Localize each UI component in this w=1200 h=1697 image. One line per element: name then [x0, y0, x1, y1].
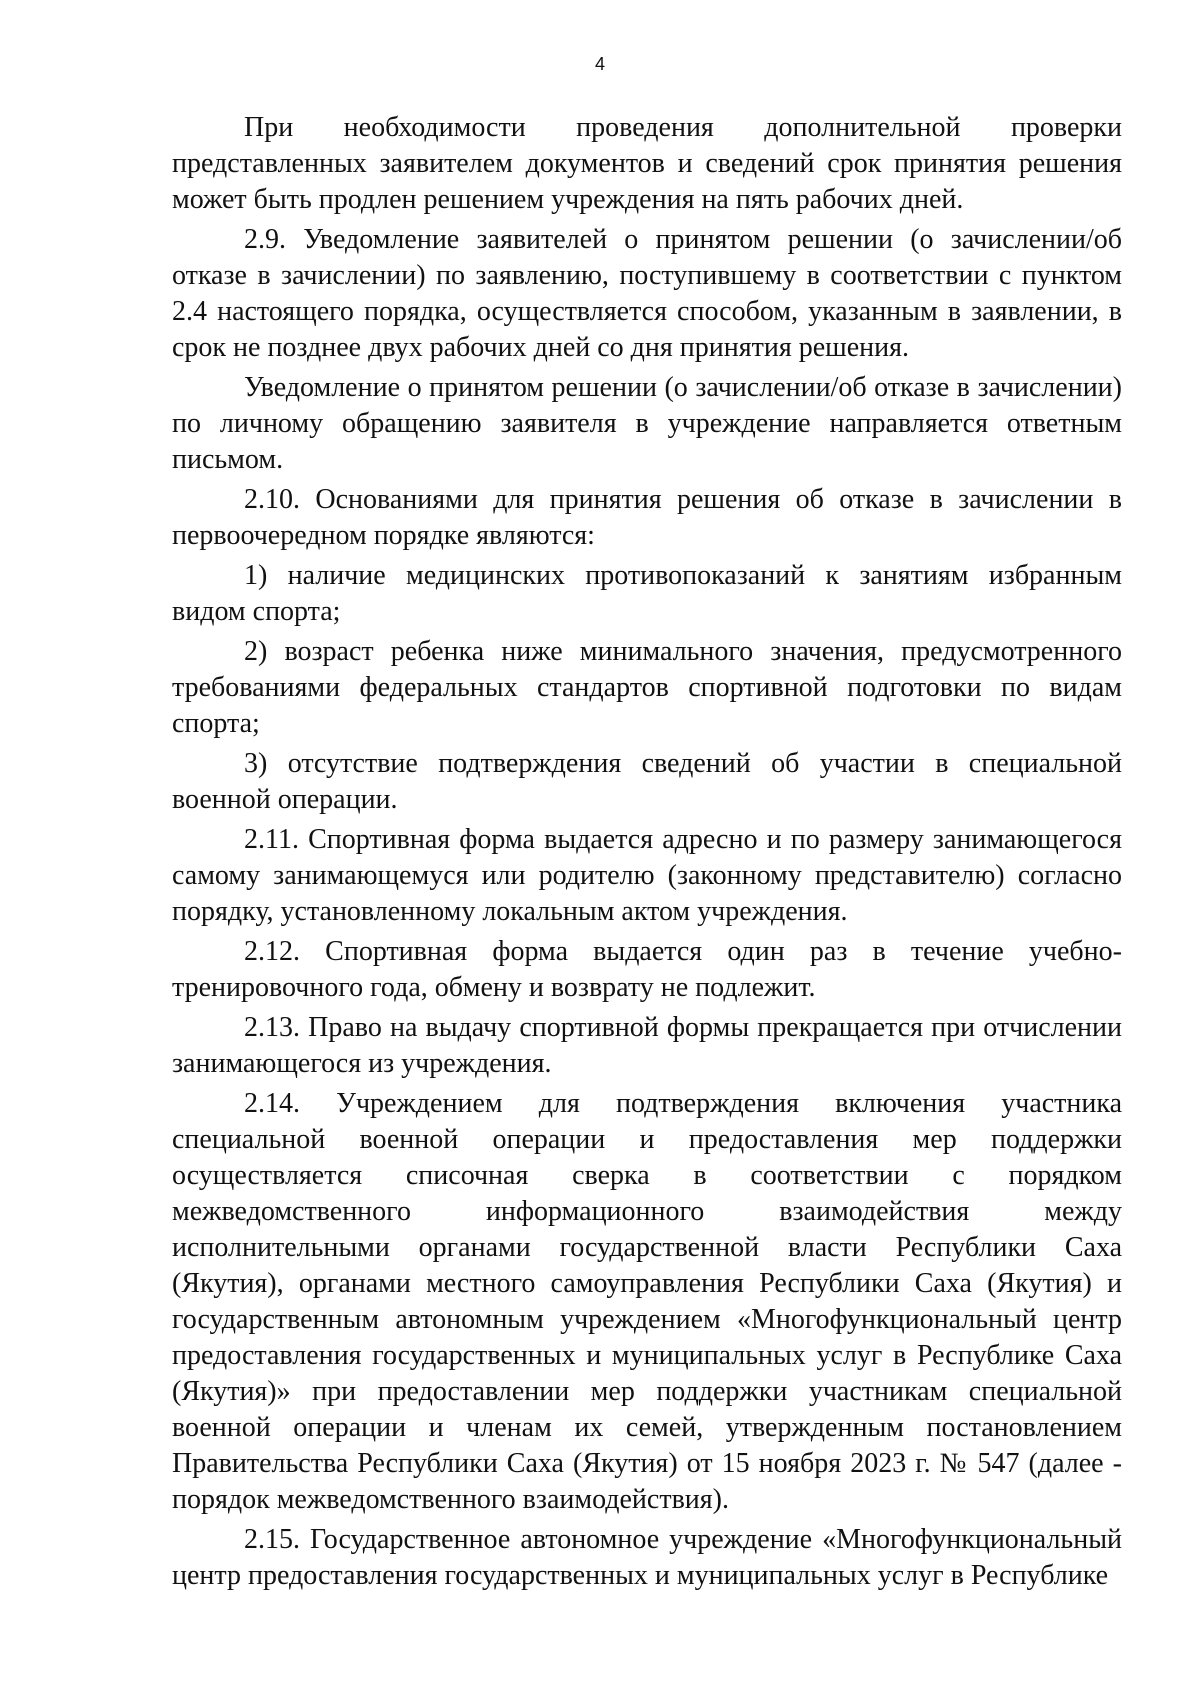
paragraph-2-13-right-terminates: 2.13. Право на выдачу спортивной формы прекращается при отчислении занимающегося из учреждения. [172, 1012, 1122, 1079]
list-item-age-below-minimum: 2) возраст ребенка ниже минимального значения, предусмотренного требованиями федеральных стандартов спортивной подготовки по видам спорта; [172, 636, 1122, 739]
paragraph-2-9-notification: 2.9. Уведомление заявителей о принятом решении (о зачислении/об отказе в зачислении) по заявлению, поступившему в соответствии с пунктом 2.4 настоящего порядка, осуществляется способом, указанным в заявлении, в срок не позднее двух рабочих дней со дня принятия решения. [172, 224, 1122, 363]
document-body [172, 110, 1122, 1596]
paragraph-2-15-mfc: 2.15. Государственное автономное учреждение «Многофункциональный центр предоставления государственных и муниципальных услуг в Республике [172, 1524, 1122, 1591]
paragraph-extension-of-decision-term: При необходимости проведения дополнительной проверки представленных заявителем документов и сведений срок принятия решения может быть продлен решением учреждения на пять рабочих дней. [172, 112, 1122, 215]
paragraph-2-10-refusal-grounds: 2.10. Основаниями для принятия решения об отказе в зачислении в первоочередном порядке являются: [172, 484, 1122, 551]
list-item-no-confirmation-svo: 3) отсутствие подтверждения сведений об участии в специальной военной операции. [172, 748, 1122, 815]
paragraph-2-14-list-reconciliation: 2.14. Учреждением для подтверждения включения участника специальной военной операции и предоставления мер поддержки осуществляется списочная сверка в соответствии с порядком межведомственного информационного взаимодействия между исполнительными органами государственной власти Республики Саха (Якутия), органами местного самоуправления Республики Саха (Якутия) и государственным автономным учреждением «Многофункциональный центр предоставления государственных и муниципальных услуг в Республике Саха (Якутия)» при предоставлении мер поддержки участникам специальной военной операции и членам их семей, утвержденным постановлением Правительства Республики Саха (Якутия) от 15 ноября 2023 г. № 547 (далее - порядок межведомственного взаимодействия). [172, 1088, 1122, 1515]
paragraph-2-11-sports-uniform: 2.11. Спортивная форма выдается адресно и по размеру занимающегося самому занимающемуся или родителю (законному представителю) согласно порядку, установленному локальным актом учреждения. [172, 824, 1122, 927]
list-item-medical-contraindications: 1) наличие медицинских противопоказаний к занятиям избранным видом спорта; [172, 560, 1122, 627]
page-number: 4 [594, 54, 605, 74]
paragraph-2-12-uniform-once: 2.12. Спортивная форма выдается один раз в течение учебно-тренировочного года, обмену и возврату не подлежит. [172, 936, 1122, 1003]
paragraph-notification-personal-appeal: Уведомление о принятом решении (о зачислении/об отказе в зачислении) по личному обращению заявителя в учреждение направляется ответным письмом. [172, 372, 1122, 475]
